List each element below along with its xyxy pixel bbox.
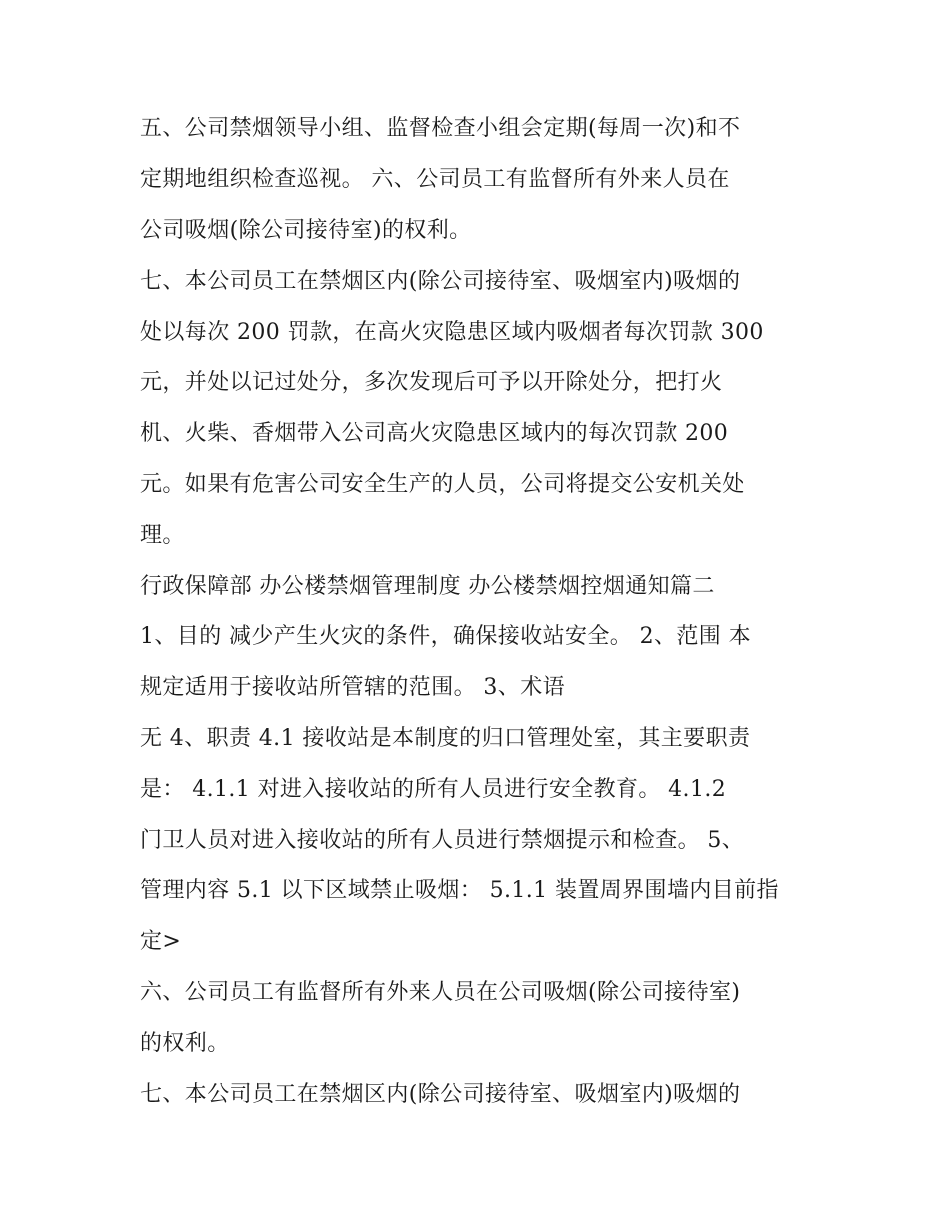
text-line: 元，并处以记过处分，多次发现后可予以开除处分，把打火: [140, 370, 723, 395]
text-line: 七、本公司员工在禁烟区内(除公司接待室、吸烟室内)吸烟的: [140, 1082, 741, 1107]
text-line: 是： 4.1.1 对进入接收站的所有人员进行安全教育。 4.1.2: [140, 777, 727, 802]
text-line: 行政保障部 办公楼禁烟管理制度 办公楼禁烟控烟通知篇二: [140, 574, 715, 599]
text-line: 1、目的 减少产生火灾的条件，确保接收站安全。 2、范围 本: [140, 624, 751, 649]
text-line: 定>: [140, 929, 182, 954]
text-line: 元。如果有危害公司安全生产的人员，公司将提交公安机关处: [140, 472, 745, 497]
text-line: 七、本公司员工在禁烟区内(除公司接待室、吸烟室内)吸烟的: [140, 269, 741, 294]
text-line: 五、公司禁烟领导小组、监督检查小组会定期(每周一次)和不: [140, 116, 741, 141]
text-line: 无 4、职责 4.1 接收站是本制度的归口管理处室，其主要职责: [140, 726, 751, 751]
text-line: 六、公司员工有监督所有外来人员在公司吸烟(除公司接待室): [140, 980, 741, 1005]
text-line: 理。: [140, 523, 185, 548]
text-line: 门卫人员对进入接收站的所有人员进行禁烟提示和检查。 5、: [140, 828, 745, 853]
text-line: 管理内容 5.1 以下区域禁止吸烟： 5.1.1 装置周界围墙内目前指: [140, 878, 779, 903]
text-line: 定期地组织检查巡视。 六、公司员工有监督所有外来人员在: [140, 167, 730, 192]
text-line: 的权利。: [140, 1031, 230, 1056]
text-line: 机、火柴、香烟带入公司高火灾隐患区域内的每次罚款 200: [140, 421, 729, 446]
text-line: 公司吸烟(除公司接待室)的权利。: [140, 218, 472, 243]
text-line: 规定适用于接收站所管辖的范围。 3、术语: [140, 675, 565, 700]
text-line: 处以每次 200 罚款，在高火灾隐患区域内吸烟者每次罚款 300: [140, 320, 764, 345]
